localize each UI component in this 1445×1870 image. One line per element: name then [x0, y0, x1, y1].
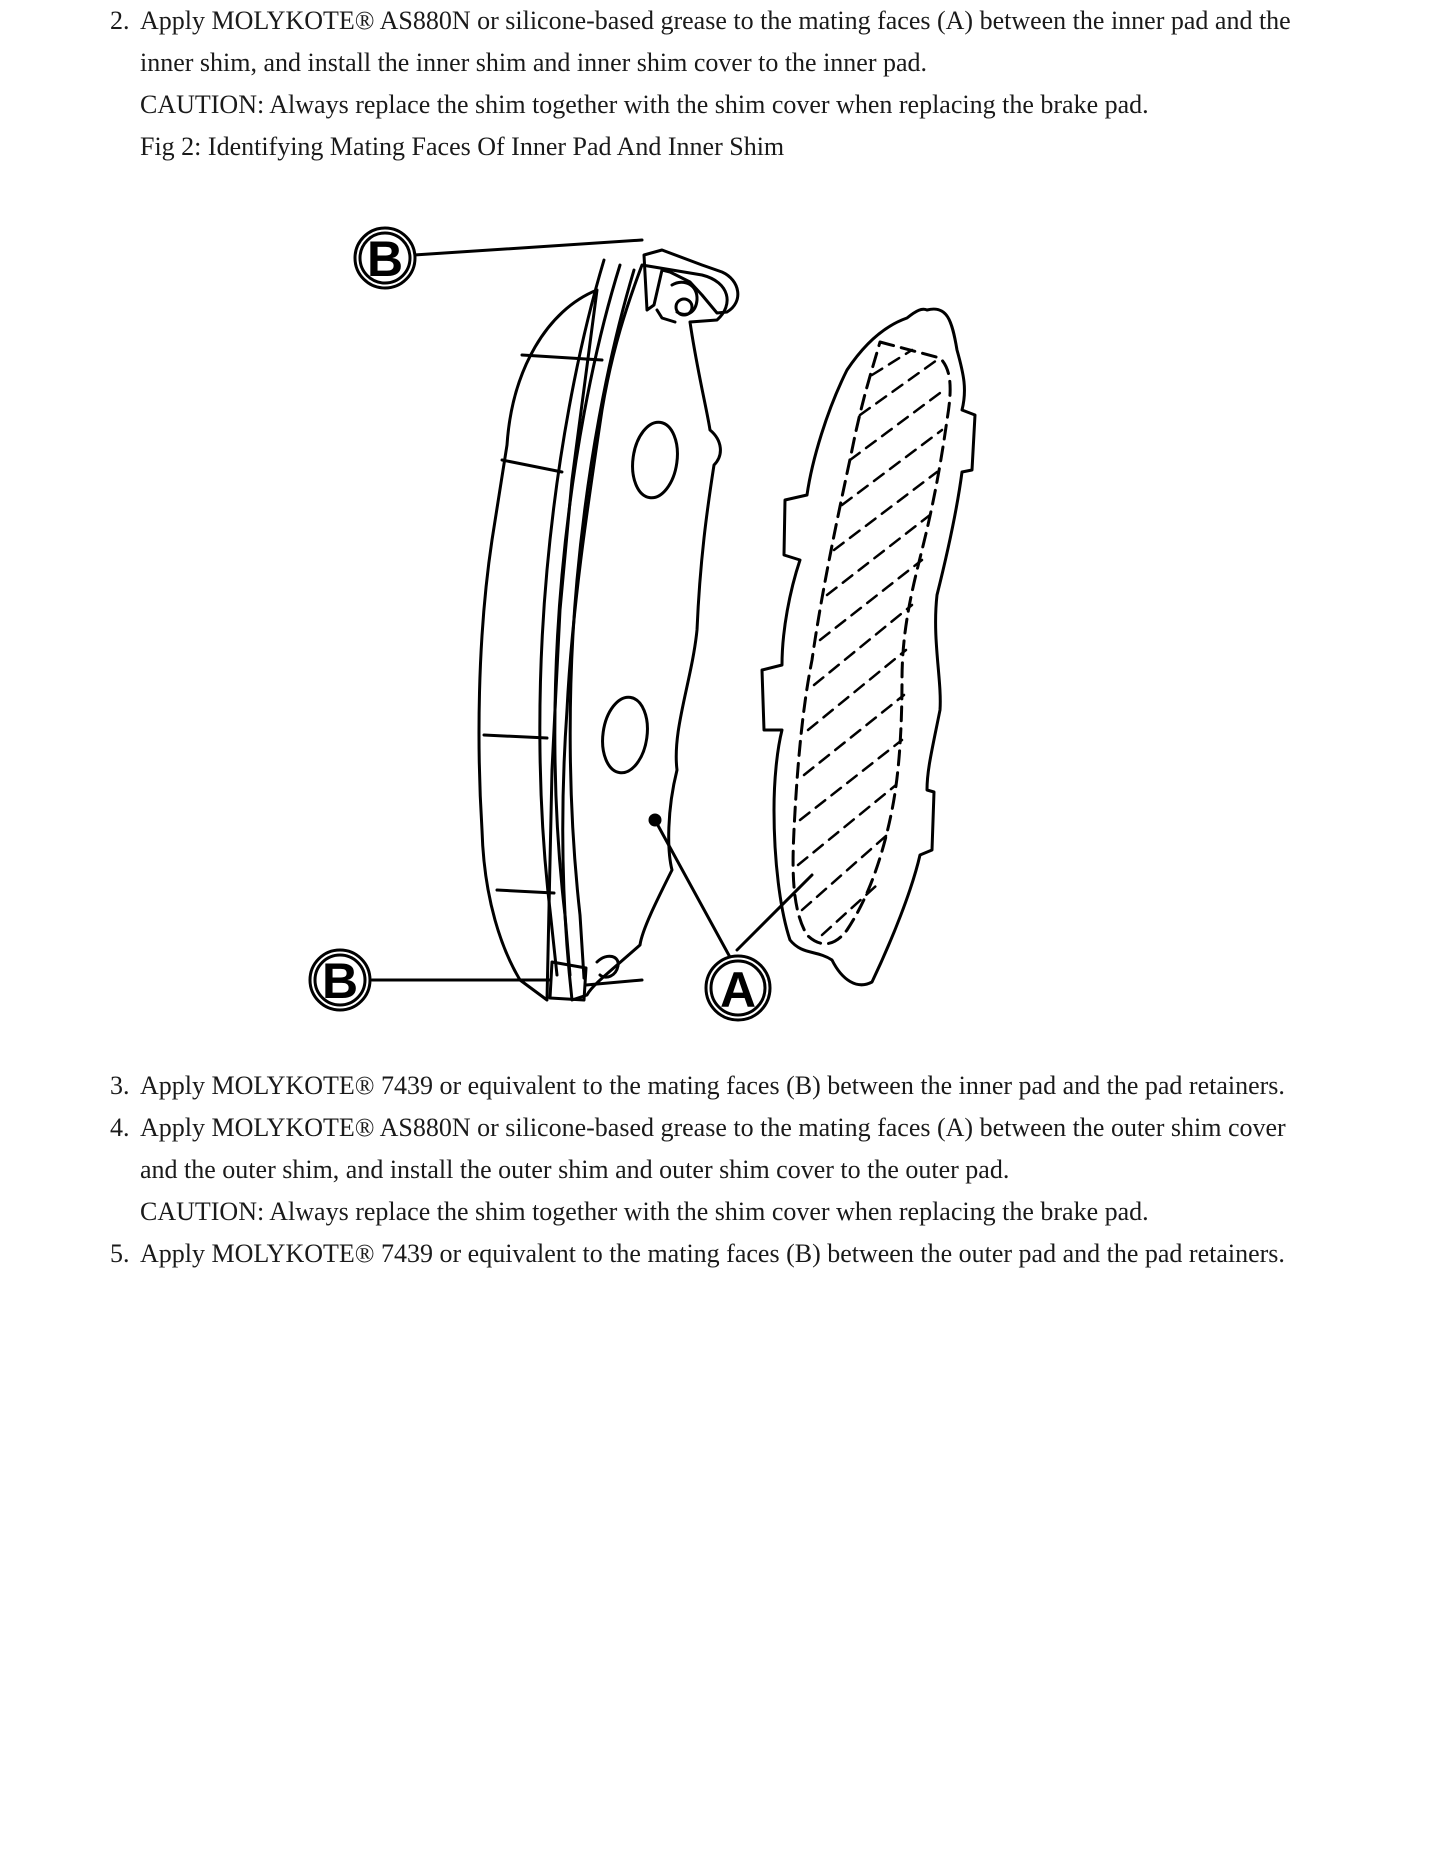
step-4 [110, 1107, 1350, 1233]
figure-caption: Fig 2: Identifying Mating Faces Of Inner Pad And Inner Shim [140, 132, 785, 161]
brake-pad-illustration [321, 210, 1032, 1020]
step-number: 4. [110, 1113, 130, 1142]
step-text-line-1: Apply MOLYKOTE® AS880N or silicone-based grease to the mating faces (A) between the inner pad and the [140, 6, 1291, 35]
step-text-line-1: Apply MOLYKOTE® 7439 or equivalent to the mating faces (B) between the inner pad and the pad retainers. [140, 1071, 1285, 1100]
step-2 [110, 0, 1350, 168]
callout-a-leader-1 [655, 820, 737, 970]
caution-note: CAUTION: Always replace the shim together with the shim cover when replacing the brake pad. [140, 90, 1149, 119]
inner-shim-edge-3 [570, 270, 634, 978]
bottom-retainer-edge [586, 980, 642, 985]
friction-groove-mid [502, 460, 562, 472]
friction-groove-top [522, 355, 602, 360]
step-number: 3. [110, 1071, 130, 1100]
inner-shim-with-hatching [762, 309, 975, 985]
top-retainer-pin [676, 299, 692, 315]
step-number: 5. [110, 1239, 130, 1268]
callout-a-leader-2 [737, 875, 812, 950]
callout-b-top-leader [414, 240, 642, 255]
lower-hole [598, 694, 652, 775]
step-5 [110, 1233, 1350, 1275]
caution-note: CAUTION: Always replace the shim together with the shim cover when replacing the brake pad. [140, 1197, 1149, 1226]
friction-groove-low [484, 735, 547, 738]
callout-a-label: A [719, 962, 757, 1018]
inner-pad-with-shim [479, 250, 738, 1000]
step-number: 2. [110, 6, 130, 35]
step-text-line-1: Apply MOLYKOTE® AS880N or silicone-based grease to the mating faces (A) between the outer shim cover [140, 1113, 1286, 1142]
friction-groove-bottom [497, 890, 554, 893]
callout-b-bottom-label: B [321, 953, 359, 1009]
callout-a [655, 820, 812, 1020]
step-text-line-1: Apply MOLYKOTE® 7439 or equivalent to the mating faces (B) between the outer pad and the pad retainers. [140, 1239, 1285, 1268]
step-3 [110, 1065, 1350, 1107]
callout-b-bottom [310, 950, 550, 1010]
step-text-line-2: inner shim, and install the inner shim and inner shim cover to the inner pad. [140, 48, 928, 77]
top-retainer-tab [657, 310, 675, 322]
step-text-line-2: and the outer shim, and install the outer shim and outer shim cover to the outer pad. [140, 1155, 1010, 1184]
inner-pad-backing-plate [563, 265, 727, 1000]
upper-hole [628, 419, 682, 500]
callout-b-top-label: B [366, 231, 404, 287]
